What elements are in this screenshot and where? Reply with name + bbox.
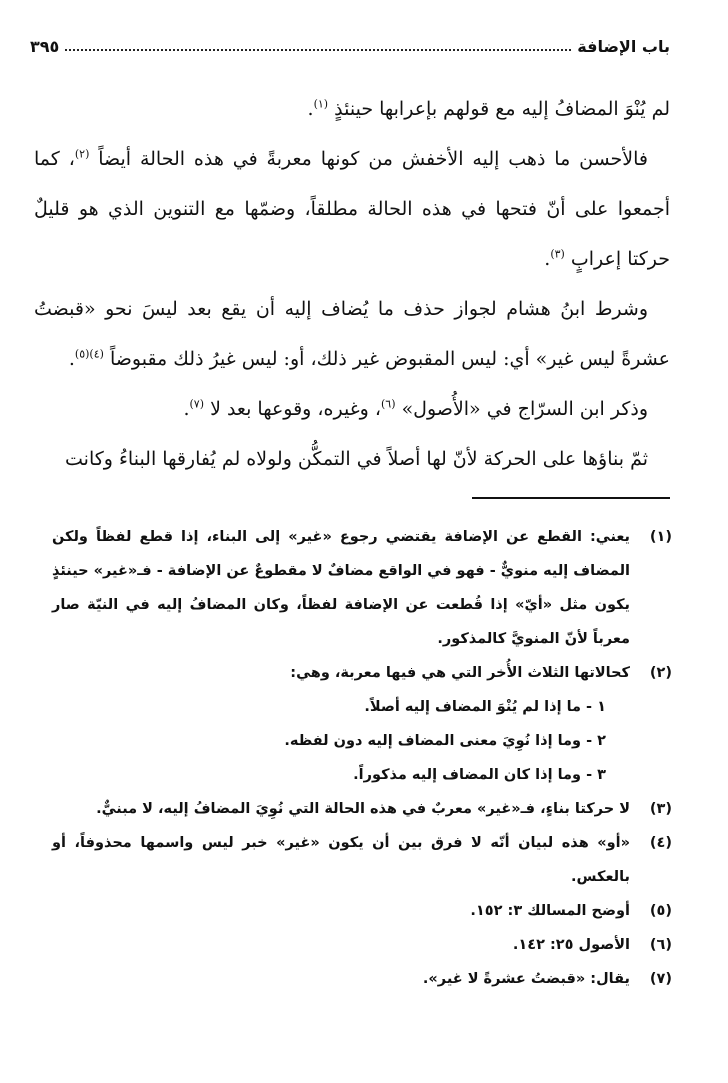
- running-header: [30, 30, 670, 56]
- paragraph-2: فالأحسن ما ذهب إليه الأخفش من كونها معربةً في هذه الحالة أيضاً $^{(٢)}$، كما أجمعوا على أنّ فتحها في هذه الحالة مطلقاً، وضمّها مع التنوين الذي هو قليلٌ حركتا إعرابٍ $^{(٣)}$.: [34, 147, 670, 270]
- footnote-item: [52, 656, 672, 792]
- paragraph-5: ثمّ بناؤها على الحركة لأنّ لها أصلاً في التمكُّن ولولاه لم يُفارقها البناءُ وكانت: [65, 448, 648, 470]
- footnote-text: يعني: القطع عن الإضافة يقتضي رجوع «غير» إلى البناء، إذا قطع لفظاً ولكن المضاف إليه منويٌّ - فهو في الواقع مضافٌ لا مقطوعٌ عن الإضافة - فـ«غير» حينئذٍ يكون مثل «أيّ» إذا قُطعت عن الإضافة لفظاً، وكان المضافُ إليه في النيّة صار معرباً لأنّ المنويَّ كالمذكور.: [52, 529, 630, 647]
- footnote-number: (٤): [649, 835, 672, 851]
- footnote-number: (٢): [649, 665, 672, 681]
- footnote-subitem: ٢ - وما إذا نُوِيَ معنى المضاف إليه دون لفظه.: [284, 733, 606, 749]
- footnotes: [52, 520, 672, 996]
- header-dot-leader: [65, 49, 571, 51]
- footnote-number: (٣): [649, 801, 672, 817]
- footnote-text: «أو» هذه لبيان أنّه لا فرق بين أن يكون «غير» خبر ليس واسمها محذوفاً، أو بالعكس.: [52, 835, 630, 885]
- footnote-item: [52, 962, 672, 996]
- footnote-text: الأصول ٢٥: ١٤٢.: [512, 937, 630, 953]
- footnote-subitem: ٣ - وما إذا كان المضاف إليه مذكوراً.: [353, 767, 606, 783]
- footnote-ref: (٧): [189, 397, 205, 411]
- footnote-number: (٦): [649, 937, 672, 953]
- footnote-separator: [472, 497, 670, 499]
- chapter-title: باب الإضافة: [577, 37, 670, 56]
- footnote-text: يقال: «قبضتُ عشرةً لا غير».: [422, 971, 630, 987]
- footnote-item: [52, 792, 672, 826]
- footnote-item: [52, 826, 672, 894]
- footnote-ref: (١): [313, 97, 329, 111]
- paragraph-3: وشرط ابنُ هشام لجواز حذف ما يُضاف إليه أن يقع بعد ليسَ نحو «قبضتُ عشرةً ليس غير» أي: ليس المقبوض غير ذلك، أو: ليس غيرُ ذلك مقبوضاً $^{(٤)(٥)}$.: [34, 298, 670, 370]
- paragraph-1: لم يُنْوَ المضافُ إليه مع قولهم بإعرابها حينئذٍ $^{(١)}$.: [307, 97, 670, 120]
- footnote-number: (١): [649, 529, 672, 545]
- footnote-item: [52, 520, 672, 656]
- footnote-number: (٥): [649, 903, 672, 919]
- main-text: [34, 84, 670, 484]
- footnote-item: [52, 928, 672, 962]
- paragraph-4: وذكر ابن السرّاج في «الأُصول» $^{(٦)}$، وغيره، وقوعها بعد لا $^{(٧)}$.: [183, 397, 648, 420]
- footnote-number: (٧): [649, 971, 672, 987]
- footnote-item: [52, 894, 672, 928]
- page-number: ٣٩٥: [30, 37, 60, 56]
- footnote-ref: (٣): [550, 247, 565, 261]
- footnote-ref: (٤)(٥): [74, 347, 104, 361]
- footnote-ref: (٦): [381, 397, 396, 411]
- footnote-ref: (٢): [74, 147, 90, 161]
- footnote-text: كحالاتها الثلاث الأُخر التي هي فيها معربة، وهي:: [290, 665, 630, 681]
- footnote-text: لا حركتا بناءٍ، فـ«غير» معربٌ في هذه الحالة التي نُوِيَ المضافُ إليه، لا مبنيٌّ.: [96, 801, 630, 817]
- footnote-text: أوضح المسالك ٣: ١٥٢.: [470, 903, 630, 919]
- footnote-subitem: ١ - ما إذا لم يُنْوَ المضاف إليه أصلاً.: [364, 699, 606, 715]
